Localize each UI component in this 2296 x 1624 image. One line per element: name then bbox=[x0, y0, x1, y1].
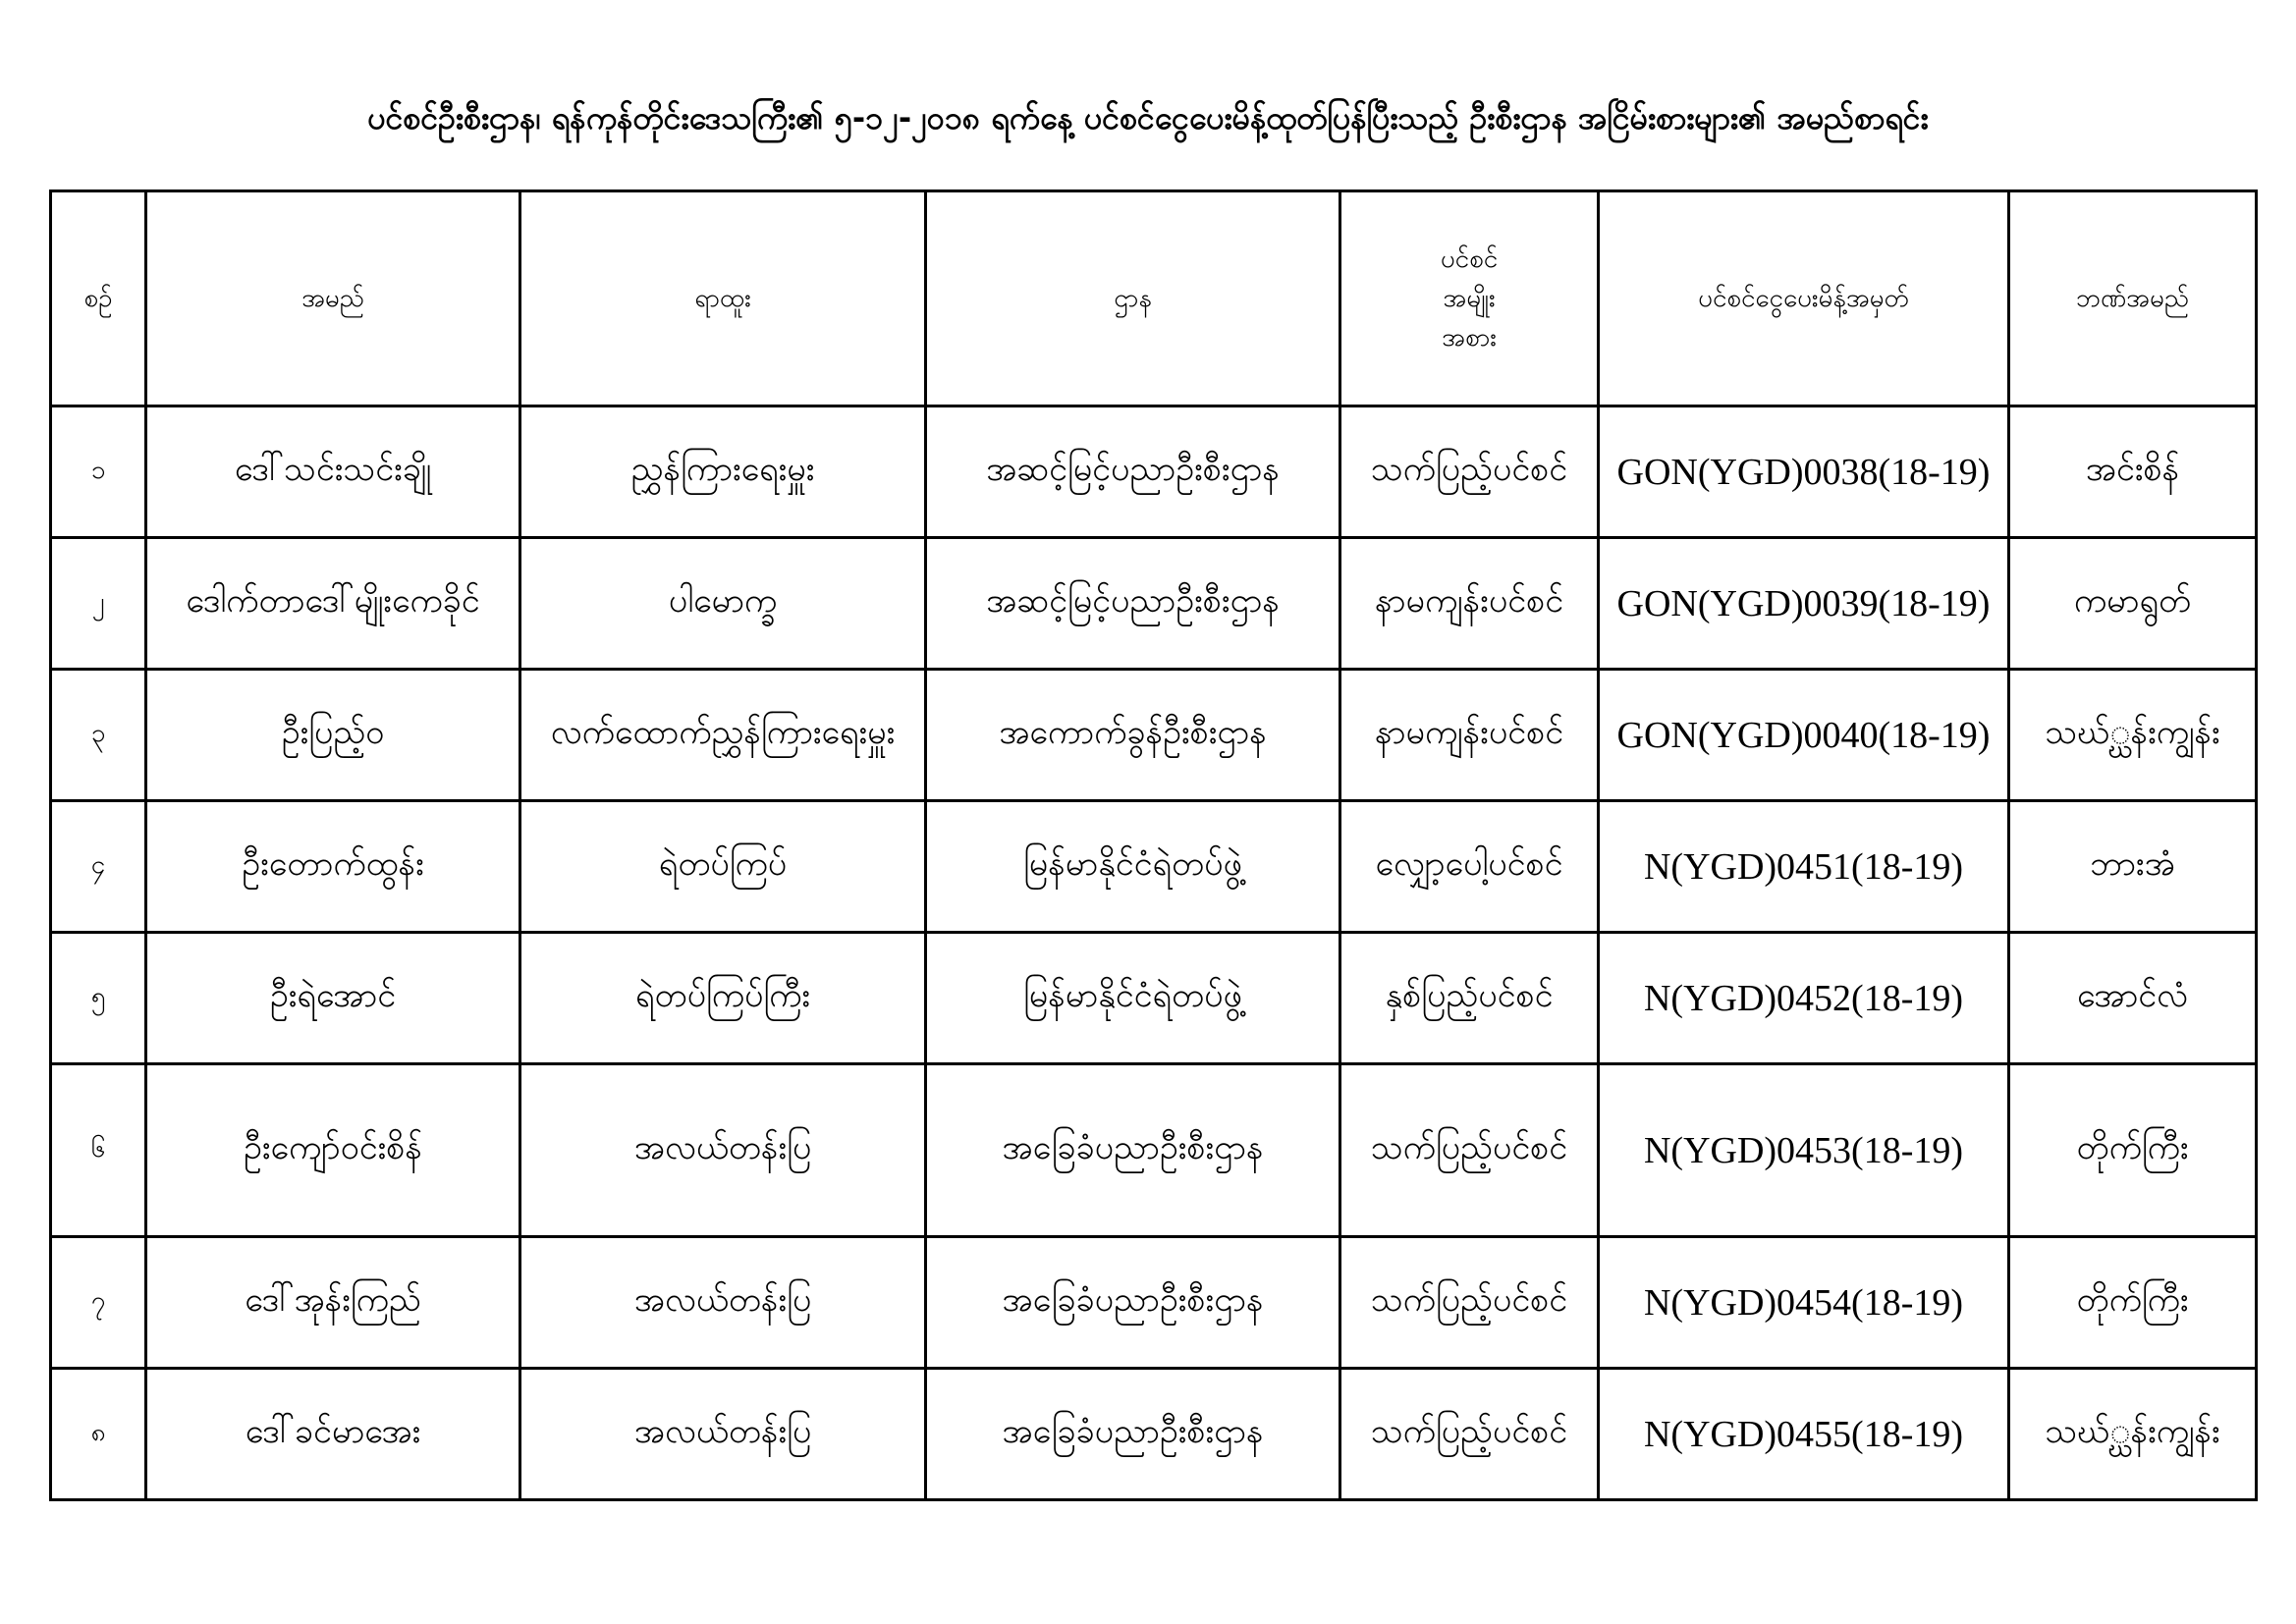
document-title: ပင်စင်ဦးစီးဌာန၊ ရန်ကုန်တိုင်းဒေသကြီး၏ ၅-၁၂-၂၀၁၈ ရက်နေ့ ပင်စင်ငွေပေးမိန့်ထုတ်ပြန်ပြီးသည့် ဦးစီးဌာန အငြိမ်းစားများ၏ အမည်စာရင်း bbox=[367, 99, 1929, 136]
cell-position: ညွှန်ကြားရေးမှူး bbox=[520, 406, 926, 538]
column-header-department: ဌာန bbox=[926, 191, 1340, 406]
cell-order-no: GON(YGD)0039(18-19) bbox=[1599, 538, 2009, 670]
pension-type-header-line: ပင်စင် bbox=[1440, 244, 1499, 274]
table-row bbox=[51, 801, 2257, 933]
cell-pension-type: သက်ပြည့်ပင်စင် bbox=[1340, 1369, 1599, 1500]
table-row bbox=[51, 1369, 2257, 1500]
cell-department: အဆင့်မြင့်ပညာဦးစီးဌာန bbox=[926, 538, 1340, 670]
cell-position: ပါမောက္ခ bbox=[520, 538, 926, 670]
table-row bbox=[51, 670, 2257, 801]
cell-order-no: N(YGD)0451(18-19) bbox=[1599, 801, 2009, 933]
cell-name: ဒေါ်သင်းသင်းချို bbox=[146, 406, 520, 538]
cell-no: ၅ bbox=[51, 933, 146, 1064]
pension-type-header-line: အမျိုး bbox=[1443, 284, 1496, 313]
cell-bank: အင်းစိန် bbox=[2009, 406, 2257, 538]
cell-order-no: GON(YGD)0040(18-19) bbox=[1599, 670, 2009, 801]
cell-bank: တိုက်ကြီး bbox=[2009, 1064, 2257, 1237]
cell-department: အကောက်ခွန်ဦးစီးဌာန bbox=[926, 670, 1340, 801]
cell-no: ၁ bbox=[51, 406, 146, 538]
cell-department: အခြေခံပညာဦးစီးဌာန bbox=[926, 1237, 1340, 1369]
cell-name: ဦးတောက်ထွန်း bbox=[146, 801, 520, 933]
cell-bank: သဃ်္ဃန်းကျွန်း bbox=[2009, 670, 2257, 801]
column-header-pension-type bbox=[1340, 191, 1599, 406]
column-header-position: ရာထူး bbox=[520, 191, 926, 406]
cell-no: ၂ bbox=[51, 538, 146, 670]
cell-department: မြန်မာနိုင်ငံရဲတပ်ဖွဲ့ bbox=[926, 801, 1340, 933]
cell-pension-type: လျှော့ပေါ့ပင်စင် bbox=[1340, 801, 1599, 933]
cell-position: အလယ်တန်းပြ bbox=[520, 1064, 926, 1237]
cell-department: မြန်မာနိုင်ငံရဲတပ်ဖွဲ့ bbox=[926, 933, 1340, 1064]
cell-name: ဒေါ်ခင်မာအေး bbox=[146, 1369, 520, 1500]
cell-bank: ကမာရွတ် bbox=[2009, 538, 2257, 670]
cell-pension-type: နာမကျန်းပင်စင် bbox=[1340, 538, 1599, 670]
table-row bbox=[51, 1237, 2257, 1369]
cell-order-no: N(YGD)0452(18-19) bbox=[1599, 933, 2009, 1064]
header-row bbox=[51, 191, 2257, 406]
column-header-bank: ဘဏ်အမည် bbox=[2009, 191, 2257, 406]
cell-pension-type: နာမကျန်းပင်စင် bbox=[1340, 670, 1599, 801]
cell-order-no: N(YGD)0453(18-19) bbox=[1599, 1064, 2009, 1237]
cell-bank: သဃ်္ဃန်းကျွန်း bbox=[2009, 1369, 2257, 1500]
cell-department: အခြေခံပညာဦးစီးဌာန bbox=[926, 1369, 1340, 1500]
cell-no: ၃ bbox=[51, 670, 146, 801]
cell-name: ဦးရဲအောင် bbox=[146, 933, 520, 1064]
cell-order-no: N(YGD)0454(18-19) bbox=[1599, 1237, 2009, 1369]
cell-department: အဆင့်မြင့်ပညာဦးစီးဌာန bbox=[926, 406, 1340, 538]
column-header-name: အမည် bbox=[146, 191, 520, 406]
table-row bbox=[51, 538, 2257, 670]
cell-position: လက်ထောက်ညွှန်ကြားရေးမှူး bbox=[520, 670, 926, 801]
cell-no: ၄ bbox=[51, 801, 146, 933]
cell-pension-type: သက်ပြည့်ပင်စင် bbox=[1340, 1237, 1599, 1369]
pension-roster-table bbox=[49, 189, 2258, 1501]
cell-name: ဦးပြည့်ဝ bbox=[146, 670, 520, 801]
cell-position: ရဲတပ်ကြပ် bbox=[520, 801, 926, 933]
cell-order-no: GON(YGD)0038(18-19) bbox=[1599, 406, 2009, 538]
cell-name: ဦးကျော်ဝင်းစိန် bbox=[146, 1064, 520, 1237]
cell-position: အလယ်တန်းပြ bbox=[520, 1237, 926, 1369]
column-header-order-no: ပင်စင်ငွေပေးမိန့်အမှတ် bbox=[1599, 191, 2009, 406]
table-row bbox=[51, 406, 2257, 538]
cell-department: အခြေခံပညာဦးစီးဌာန bbox=[926, 1064, 1340, 1237]
table-row bbox=[51, 933, 2257, 1064]
cell-bank: အောင်လံ bbox=[2009, 933, 2257, 1064]
cell-position: ရဲတပ်ကြပ်ကြီး bbox=[520, 933, 926, 1064]
cell-no: ၆ bbox=[51, 1064, 146, 1237]
cell-name: ဒေါက်တာဒေါ်မျိုးကေခိုင် bbox=[146, 538, 520, 670]
cell-name: ဒေါ်အုန်းကြည် bbox=[146, 1237, 520, 1369]
cell-position: အလယ်တန်းပြ bbox=[520, 1369, 926, 1500]
cell-pension-type: နှစ်ပြည့်ပင်စင် bbox=[1340, 933, 1599, 1064]
cell-pension-type: သက်ပြည့်ပင်စင် bbox=[1340, 1064, 1599, 1237]
cell-bank: တိုက်ကြီး bbox=[2009, 1237, 2257, 1369]
cell-pension-type: သက်ပြည့်ပင်စင် bbox=[1340, 406, 1599, 538]
cell-bank: ဘားအံ bbox=[2009, 801, 2257, 933]
cell-order-no: N(YGD)0455(18-19) bbox=[1599, 1369, 2009, 1500]
column-header-no: စဉ် bbox=[51, 191, 146, 406]
table-row bbox=[51, 1064, 2257, 1237]
cell-no: ၈ bbox=[51, 1369, 146, 1500]
pension-type-header-line: အစား bbox=[1442, 323, 1497, 352]
cell-no: ၇ bbox=[51, 1237, 146, 1369]
